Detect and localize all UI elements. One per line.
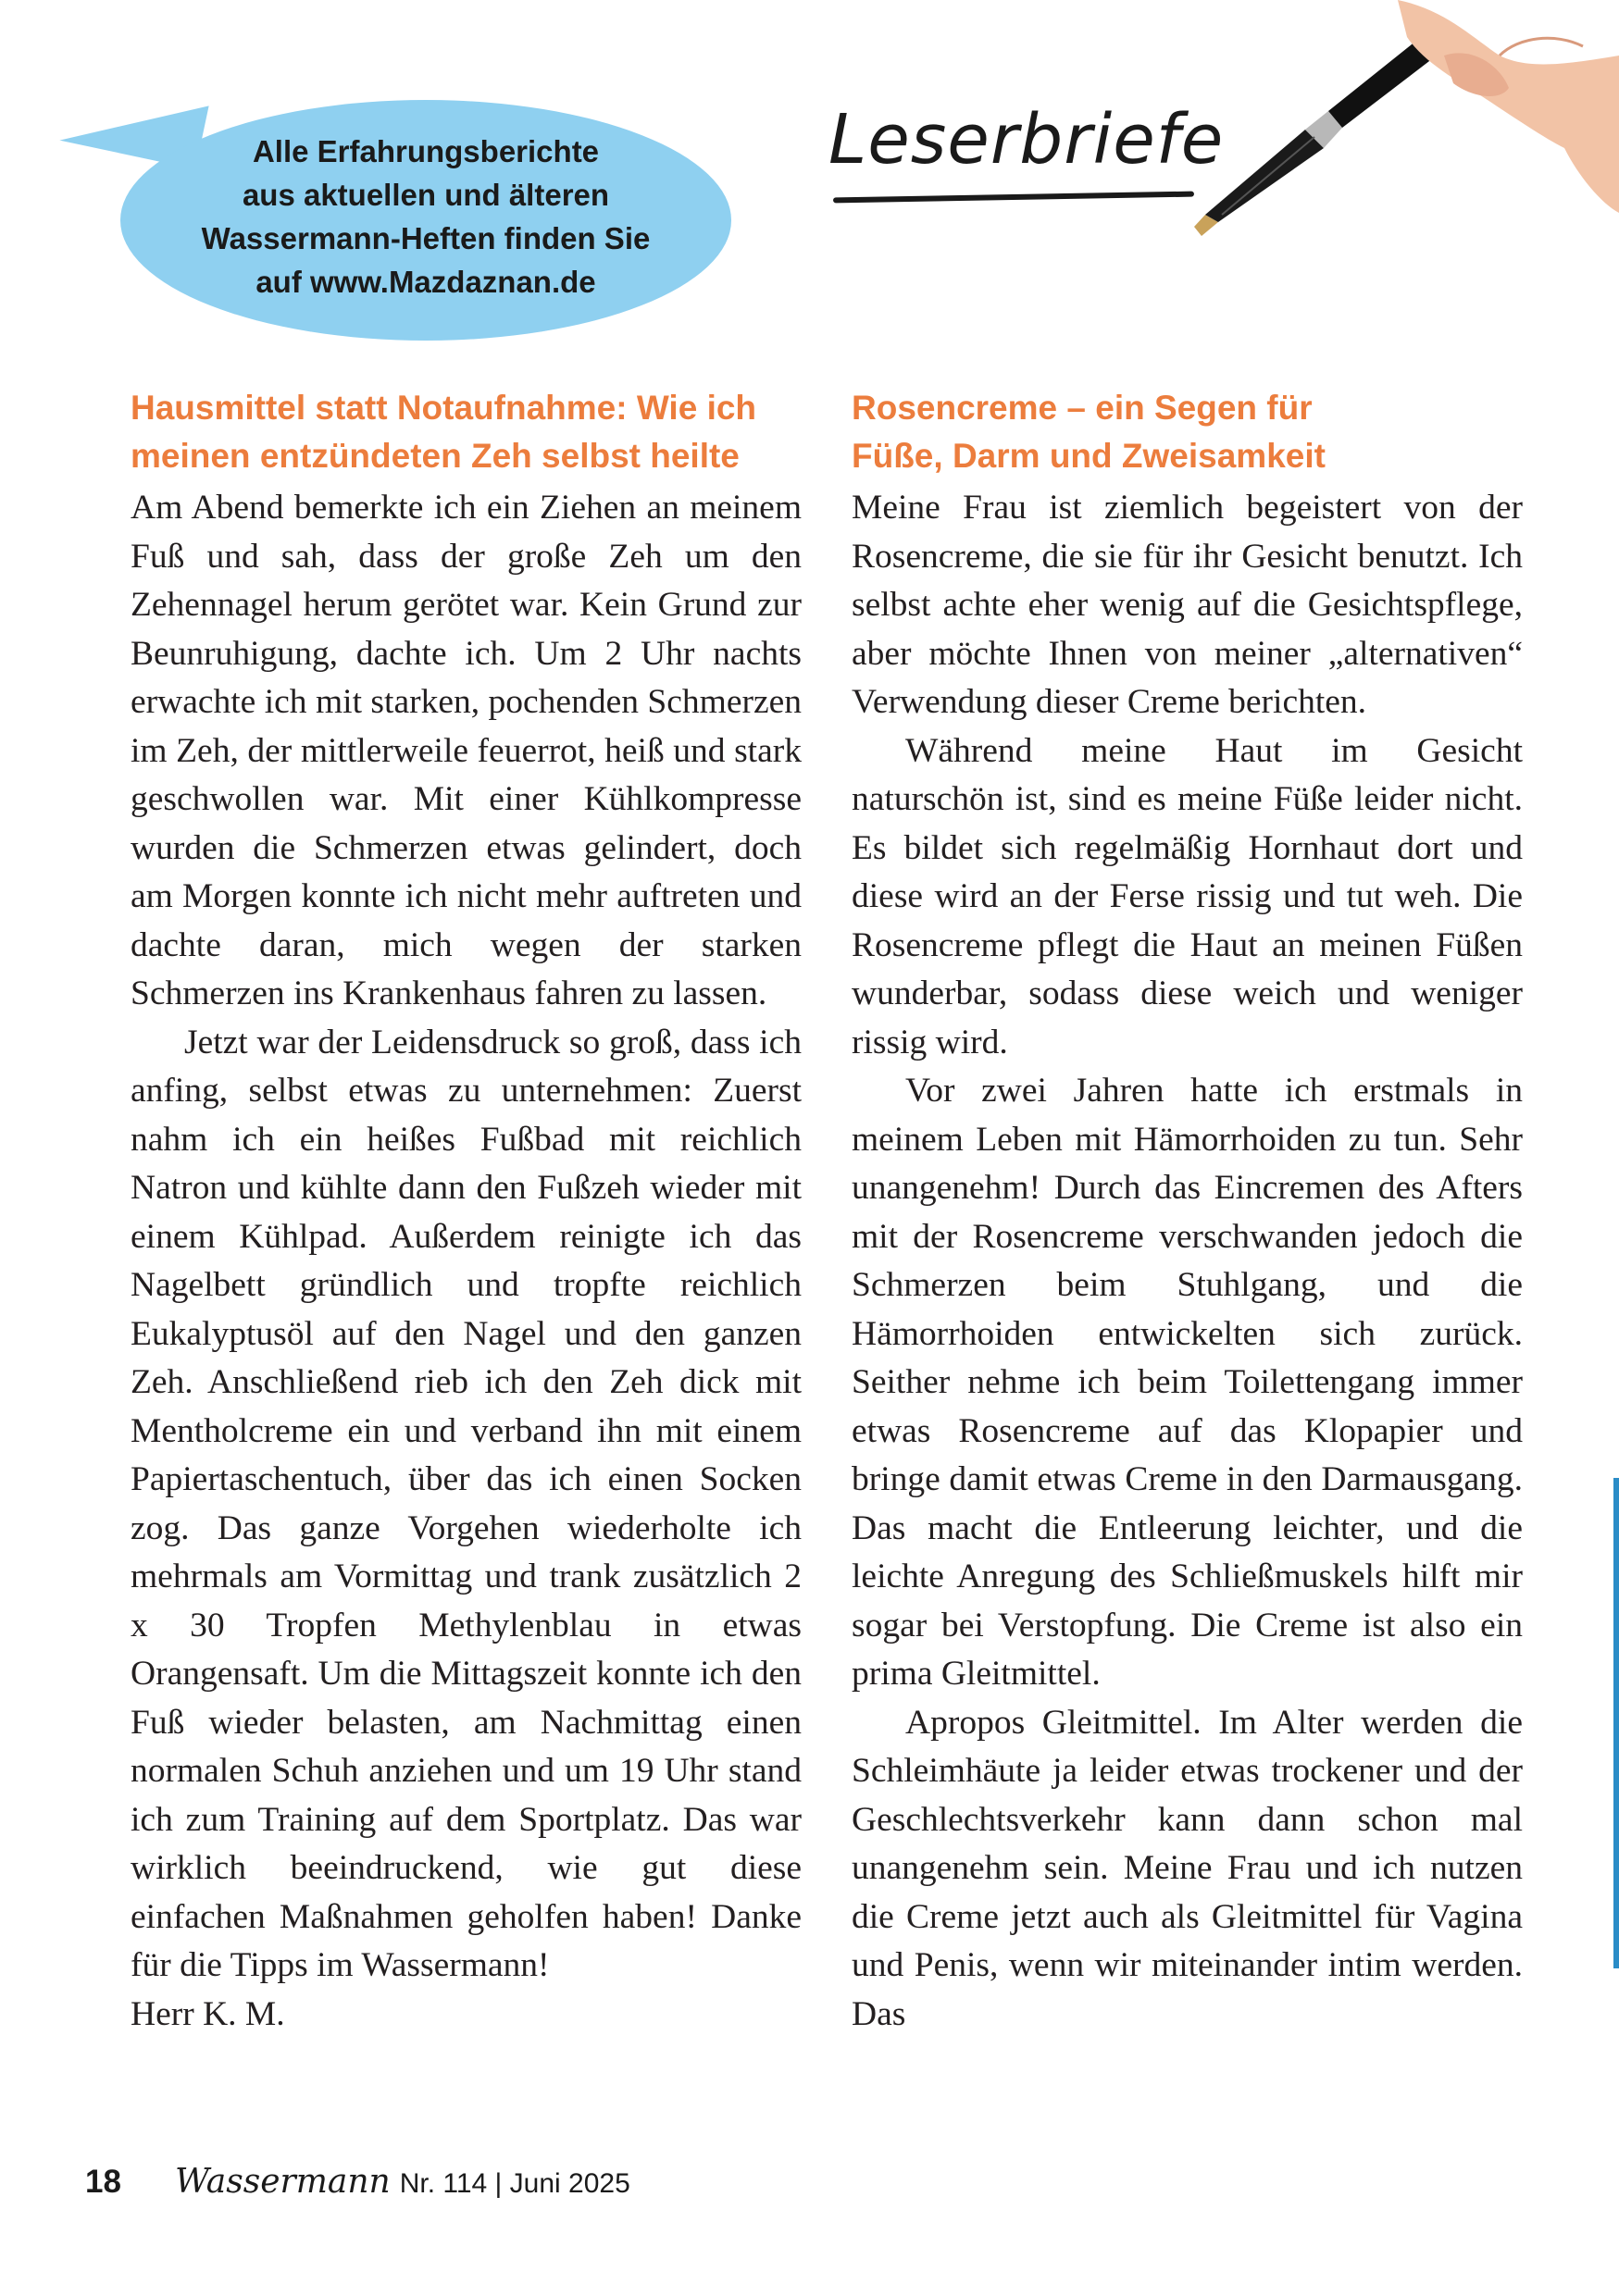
article-title-line: Rosencreme – ein Segen für bbox=[852, 389, 1313, 427]
bubble-line: aus aktuellen und älteren bbox=[242, 178, 610, 212]
article-title bbox=[131, 384, 802, 480]
left-article bbox=[131, 384, 802, 2039]
right-article bbox=[852, 384, 1523, 2039]
hand-with-pen-illustration bbox=[1166, 0, 1619, 250]
magazine-name: Wassermann bbox=[174, 2163, 391, 2201]
article-paragraph: Am Abend bemerkte ich ein Ziehen an meinem Fuß und sah, dass der große Zeh um den Zehennagel herum gerötet war. Kein Grund zur Beunruhigung, dachte ich. Um 2 Uhr nachts erwachte ich mit starken, pochenden Schmerzen im Zeh, der mittlerweile feuerrot, heiß und stark geschwollen war. Mit einer Kühlkompresse wurden die Schmerzen etwas gelindert, doch am Morgen konnte ich nicht mehr auftreten und dachte daran, mich wegen der starken Schmerzen ins Krankenhaus fahren zu lassen. bbox=[131, 489, 802, 1012]
article-paragraph: Vor zwei Jahren hatte ich erstmals in meinem Leben mit Hämorrhoiden zu tun. Sehr unangenehm! Durch das Eincremen des Afters mit der Rosencreme verschwanden jedoch die Schmerzen beim Stuhlgang, und die Hämorrhoiden entwickelten sich zurück. Seither nehme ich beim Toilettengang immer etwas Rosencreme auf das Klopapier und bringe damit etwas Creme in den Darmausgang. Das macht die Entleerung leichter, und die leichte Anregung des Schließmuskels hilft mir sogar bei Verstopfung. Die Creme ist also ein prima Gleitmittel. bbox=[852, 1072, 1523, 1693]
bubble-line: auf www.Mazdaznan.de bbox=[255, 265, 596, 299]
speech-bubble-text bbox=[162, 130, 690, 304]
bubble-line: Wassermann-Heften finden Sie bbox=[201, 221, 651, 255]
article-signature: Herr K. M. bbox=[131, 1994, 285, 2033]
section-title: Leserbriefe bbox=[828, 100, 1225, 180]
article-paragraph: Während meine Haut im Gesicht naturschön ist, sind es meine Füße leider nicht. Es bildet sich regelmäßig Hornhaut dort und diese wird an der Ferse rissig und tut weh. Die Rosencreme pflegt die Haut an meinen Füßen wunderbar, sodass diese weich und weniger rissig wird. bbox=[852, 731, 1523, 1061]
title-underline bbox=[833, 192, 1194, 204]
article-paragraph: Meine Frau ist ziemlich begeistert von der Rosencreme, die sie für ihr Gesicht benutzt. Ich selbst achte eher wenig auf die Gesichtspflege, aber möchte Ihnen von meiner „alternativen“ Verwendung dieser Creme berichten. bbox=[852, 489, 1523, 721]
article-title-line: Hausmittel statt Notaufnahme: Wie ich bbox=[131, 389, 757, 427]
page-number: 18 bbox=[85, 2164, 121, 2200]
article-title-line: meinen entzündeten Zeh selbst heilte bbox=[131, 437, 740, 475]
hand-icon bbox=[1398, 0, 1619, 213]
side-accent-bar bbox=[1613, 1478, 1619, 1968]
issue-info: Nr. 114 | Juni 2025 bbox=[399, 2168, 630, 2199]
page-footer bbox=[85, 2163, 630, 2209]
article-paragraph: Jetzt war der Leidensdruck so groß, dass ich anfing, selbst etwas zu unternehmen: Zuerst nahm ich ein heißes Fußbad mit reichlich Natron und kühlte dann den Fußzeh wieder mit einem Kühlpad. Außerdem reinigte ich das Nagelbett gründlich und tropfte reichlich Eukalyptusöl auf den Nagel und den ganzen Zeh. Anschließend rieb ich den Zeh dick mit Mentholcreme ein und verband ihn mit einem Papiertaschentuch, über das ich einen Socken zog. Das ganze Vorgehen wiederholte ich mehrmals am Vormittag und trank zusätzlich 2 x 30 Tropfen Methylenblau in etwas Orangensaft. Um die Mittagszeit konnte ich den Fuß wieder belasten, am Nachmittag einen normalen Schuh anziehen und um 19 Uhr stand ich zum Training auf dem Sportplatz. Das war wirklich beeindruckend, wie gut diese einfachen Maßnahmen geholfen haben! Danke für die Tipps im Wassermann! bbox=[131, 1023, 802, 1984]
article-title bbox=[852, 384, 1523, 480]
bubble-line: Alle Erfahrungsberichte bbox=[252, 134, 600, 168]
article-paragraph: Apropos Gleitmittel. Im Alter werden die Schleimhäute ja leider etwas trockener und der Geschlechtsverkehr kann dann schon mal unangenehm sein. Meine Frau und ich nutzen die Creme jetzt auch als Gleitmittel für Vagina und Penis, wenn wir miteinander intim werden. Das bbox=[852, 1703, 1523, 2033]
article-title-line: Füße, Darm und Zweisamkeit bbox=[852, 437, 1326, 475]
